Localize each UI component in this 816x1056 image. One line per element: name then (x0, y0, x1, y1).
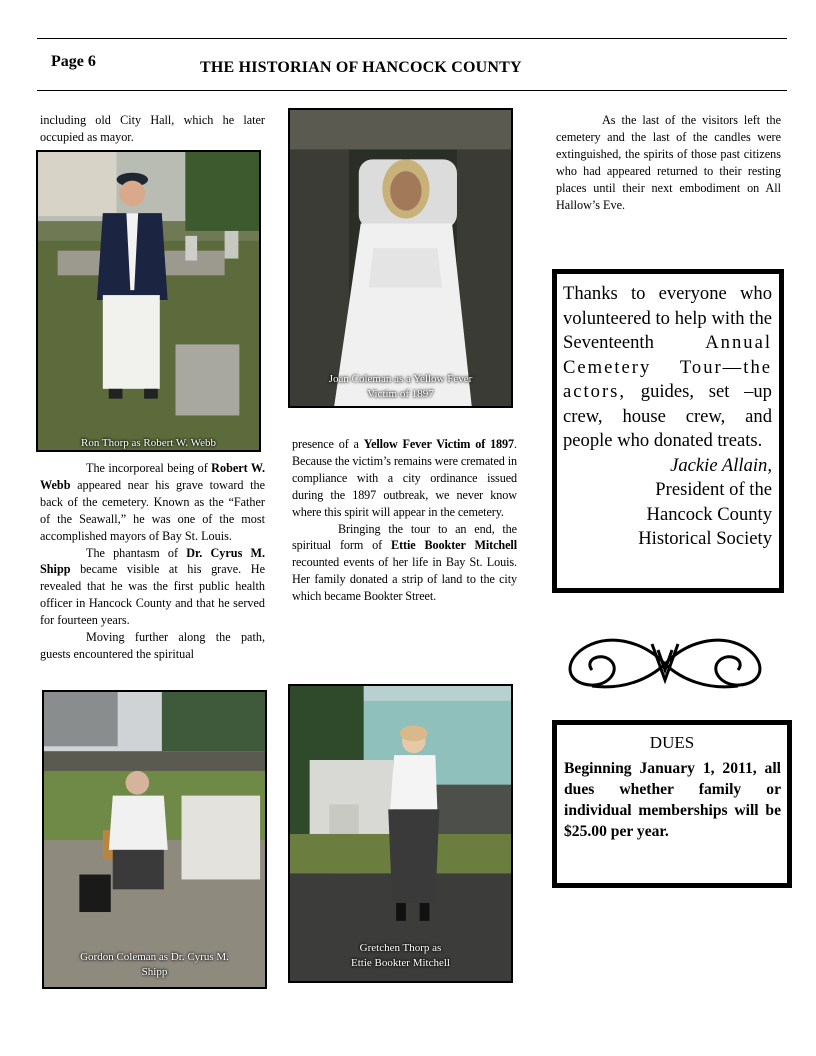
col1-body: The incorporeal being of Robert W. Webb appeared near his grave toward the back of the cemetery. Known as the “Father of the Seawall,” he was one of the most accomplished mayors of Bay St. Louis. The phantasm of Dr. Cyrus M. Shipp became visible at his grave. He revealed that he was the first public health officer in Hancock County and that he served for fourteen years. Moving further along the path, guests encountered the spiritual (40, 461, 266, 661)
dues-notice: Beginning January 1, 2011, all dues whether family or individual memberships will be $25.00 per year. (564, 760, 781, 840)
top-rule (37, 38, 787, 39)
newsletter-title: THE HISTORIAN OF HANCOCK COUNTY (200, 59, 522, 76)
photo-ettie-mitchell (288, 684, 513, 983)
thanks-message: Thanks to everyone who volunteered to help with the Seventeenth Annual Cemetery Tour—the actors, guides, set –up crew, house crew, and people who donated treats. Jackie Allain, President of the Hancock County Historical Society (563, 283, 772, 549)
mitchell-scene (290, 686, 511, 981)
dues-heading: DUES (649, 733, 695, 752)
photo-robert-webb (36, 150, 261, 452)
col3-body: As the last of the visitors left the cemetery and the last of the candles were extinguished, the spirits of those past citizens who had appeared returned to their resting places until their next embodiment on All Hallow’s Eve. (556, 113, 781, 212)
photo-yellow-fever-victim (288, 108, 513, 408)
caption-victim: Joan Coleman as a Yellow Fever Victim of 1897 (328, 373, 473, 400)
webb-scene (38, 152, 259, 450)
victim-scene (290, 110, 511, 406)
caption-shipp: Gordon Coleman as Dr. Cyrus M. Shipp (80, 951, 229, 978)
col1-intro: including old City Hall, which he later occupied as mayor. (40, 113, 265, 144)
header-rule (37, 90, 787, 91)
shipp-scene (44, 692, 265, 987)
photo-cyrus-shipp (42, 690, 267, 989)
page-number: Page 6 (51, 53, 96, 70)
ornamental-divider-icon (552, 630, 778, 698)
caption-mitchell: Gretchen Thorp as Ettie Bookter Mitchell (351, 942, 450, 969)
col2-body: presence of a Yellow Fever Victim of 1897. Because the victim’s remains were cremated in compliance with a city ordinance issued during the 1897 outbreak, we never know where this spirit will appear in the cemetery. Bringing the tour to an end, the spiritual form of Ettie Bookter Mitchell recounted events of her life in Bay St. Louis. Her family donated a strip of land to the city which became Bookter Street. (292, 437, 517, 604)
caption-webb: Ron Thorp as Robert W. Webb (81, 437, 216, 449)
signature-name: Jackie Allain, (670, 454, 772, 476)
